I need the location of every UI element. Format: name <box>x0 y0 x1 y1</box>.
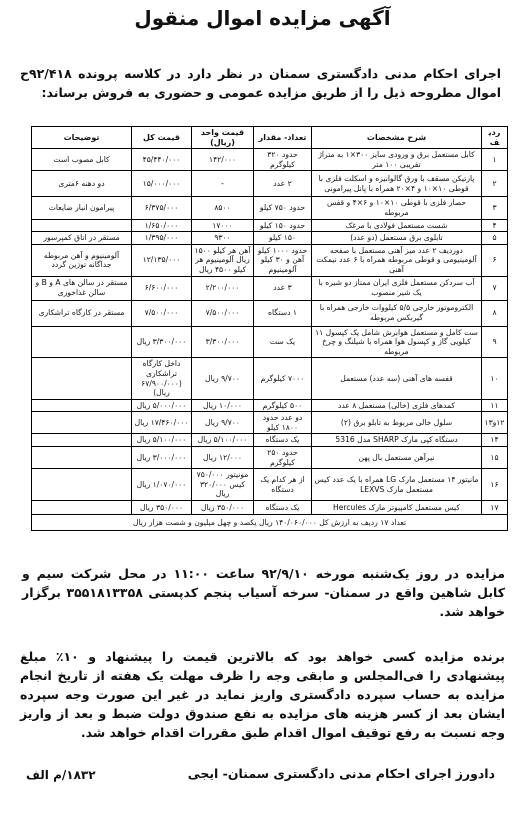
cell-row-number: ۱ <box>482 149 508 171</box>
cell-notes: دو دهنه ۶متری <box>32 171 132 197</box>
table-row <box>32 434 508 447</box>
cell-row-number: ۶ <box>482 244 508 276</box>
cell-row-number: ۱۲و۱۳ <box>482 412 508 434</box>
cell-notes <box>32 358 132 399</box>
cell-row-number: ۱۱ <box>482 399 508 412</box>
table-header-row <box>32 127 508 149</box>
cell-notes <box>32 434 132 447</box>
cell-row-number: ۱۷ <box>482 501 508 515</box>
cell-notes: آلومینیوم و آهن مربوطه جداگانه توزین گردد <box>32 244 132 276</box>
cell-notes: مستقر در کارگاه تراشکاری <box>32 300 132 326</box>
cell-row-number: ۱۰ <box>482 358 508 399</box>
cell-total-price: ۶/۶۰۰/۰۰۰ <box>132 276 192 300</box>
cell-description: حصار فلزی با قوطی ۱۰×۱۰ و ۶×۴ و قفس مربوطه <box>312 197 482 219</box>
cell-unit-price: ۱۴۲/۰۰۰ <box>192 149 254 171</box>
notice-title: آگهی مزایده اموال منقول <box>134 6 391 30</box>
cell-description: کیس مستعمل کامپیوتر مارک Hercules <box>312 501 482 515</box>
cell-unit-price: ۳/۳۰۰/۰۰۰ <box>192 326 254 358</box>
cell-description: الکتروموتور خارجی ۵/۵ کیلووات خارجی همراه با گیربکس مربوطه <box>312 300 482 326</box>
cell-unit-price: آهن هر کیلو ۱۵۰۰ ریال آلومینیوم هر کیلو ۴۵۰۰ ریال <box>192 244 254 276</box>
cell-row-number: ۸ <box>482 300 508 326</box>
cell-total-price: ۷/۵۰۰/۰۰۰ <box>132 300 192 326</box>
cell-description: آب سردکن مستعمل فلزی ایران ممتاز دو شیره با یک شیر منصوب <box>312 276 482 300</box>
cell-unit-price: ۳۵۰/۰۰۰ ریال <box>192 501 254 515</box>
cell-total-price: ۱۷/۴۶۰/۰۰۰ ریال <box>132 412 192 434</box>
cell-notes <box>32 447 132 469</box>
table-row <box>32 232 508 245</box>
cell-description: نیرآهن مستعمل بال پهن <box>312 447 482 469</box>
cell-total-price: ۶/۳۷۵/۰۰۰ <box>132 197 192 219</box>
cell-unit-price: ۹/۷۰۰ ریال <box>192 358 254 399</box>
cell-unit-price: ۸۵۰۰ <box>192 197 254 219</box>
cell-row-number: ۹ <box>482 326 508 358</box>
cell-notes: کابل مصوب است <box>32 149 132 171</box>
cell-row-number: ۱۶ <box>482 469 508 501</box>
cell-description: کابل مستعمل برق و ورودی سایز ۳۰۰×۱ به متراژ تقریبی ۱۰۰ متر <box>312 149 482 171</box>
notice-intro: اجرای احکام مدنی دادگستری سمنان در نظر دارد در کلاسه پرونده ۹۲/۴۱۸ح اموال مطروحه ذیل را از طریق مزایده عمومی و حضوری به فروش برساند: <box>20 66 501 100</box>
cell-quantity: ۱ دستگاه <box>254 300 312 326</box>
cell-description: دوردیف ۲ عدد میز آهنی مستعمل با صفحه آلومینیومی و قوطی مربوطه همراه با ۶ عدد نیمکت آهنی <box>312 244 482 276</box>
cell-notes <box>32 219 132 232</box>
cell-description: دستگاه کپی مارک SHARP مدل 5316 <box>312 434 482 447</box>
cell-quantity: یک ست <box>254 326 312 358</box>
table-row <box>32 399 508 412</box>
header-row-number: ردیف <box>482 127 508 149</box>
cell-unit-price: ۱۲/۰۰۰ ریال <box>192 447 254 469</box>
cell-quantity: یک دستگاه <box>254 501 312 515</box>
cell-quantity: ۳ عدد <box>254 276 312 300</box>
cell-description: پارتیکن مسقف با ورق گالوانیزه و اسکلت فلزی با قوطی ۱۰×۱۰ و ۴×۲۰ همراه با پانل پیرامونی <box>312 171 482 197</box>
cell-total-price: ۳/۰۰۰/۰۰۰ ریال <box>132 447 192 469</box>
cell-total-price: ۳/۳۰۰/۰۰۰ ریال <box>132 326 192 358</box>
cell-unit-price: مونیتور ۷۵۰/۰۰۰ کیس ۳۲۰/۰۰۰ ریال <box>192 469 254 501</box>
cell-quantity: حدود ۷۵۰ کیلو <box>254 197 312 219</box>
cell-quantity: حدود ۲۵۰ کیلوگرم <box>254 447 312 469</box>
table-row <box>32 171 508 197</box>
cell-row-number: ۱۴ <box>482 434 508 447</box>
cell-unit-price: ۲/۲۰۰/۰۰۰ <box>192 276 254 300</box>
cell-total-price: ۴۵/۴۴۰/۰۰۰ <box>132 149 192 171</box>
cell-unit-price: ۵/۱۰۰/۰۰۰ ریال <box>192 434 254 447</box>
cell-notes: مستقر در سالن های A و B و سالن غذاخوری <box>32 276 132 300</box>
cell-quantity: ۷۰۰۰ کیلوگرم <box>254 358 312 399</box>
cell-notes <box>32 412 132 434</box>
cell-quantity: ۵۰۰ کیلوگرم <box>254 399 312 412</box>
cell-row-number: ۳ <box>482 197 508 219</box>
table-row <box>32 197 508 219</box>
cell-total-price: ۵/۰۰۰/۰۰۰ ریال <box>132 399 192 412</box>
header-quantity: تعداد- مقدار <box>254 127 312 149</box>
cell-description: ست کامل و مستعمل هوابرش شامل یک کپسول ۱۱ کیلویی گاز و کپسول هوا همراه با شیلنگ و چرخ مربوطه <box>312 326 482 358</box>
cell-total-price: داخل کارگاه تراشکاری (۶۷/۹۰۰/۰۰۰ ریال) <box>132 358 192 399</box>
cell-quantity: ۲ عدد <box>254 171 312 197</box>
cell-unit-price: ۱۰/۰۰۰ ریال <box>192 399 254 412</box>
cell-row-number: ۱۵ <box>482 447 508 469</box>
auction-time-place: مزایده در روز یک‌شنبه مورخه ۹۲/۹/۱۰ ساعت ۱۱:۰۰ در محل شرکت سیم و کابل شاهین واقع در سمنان- سرخه آسیاب پنجم کدپستی ۳۵۵۱۸۱۳۳۵۸ برگزار خواهد شد. <box>22 566 506 619</box>
table-row <box>32 300 508 326</box>
table-row <box>32 469 508 501</box>
cell-description: سلول خالی مربوط به تابلو برق (۲) <box>312 412 482 434</box>
cell-row-number: ۷ <box>482 276 508 300</box>
cell-unit-price: - <box>192 171 254 197</box>
cell-total-price: ۵/۱۰۰/۰۰۰ ریال <box>132 434 192 447</box>
cell-description: تابلوی برق مستعمل (دو عدد) <box>312 232 482 245</box>
cell-description: شست مستعمل فولادی با مرغک <box>312 219 482 232</box>
table-row <box>32 358 508 399</box>
cell-notes: پیرامون انبار ضایعات <box>32 197 132 219</box>
table-total-row <box>32 515 508 531</box>
cell-row-number: ۴ <box>482 219 508 232</box>
cell-row-number: ۲ <box>482 171 508 197</box>
cell-unit-price: ۹/۷۰۰ ریال <box>192 412 254 434</box>
cell-quantity: حدود ۳۲۰ کیلوگرم <box>254 149 312 171</box>
cell-quantity: حدود ۱۰۰۰ کیلو آهن و ۳۰ کیلو آلومینیوم <box>254 244 312 276</box>
cell-notes: مستقر در اتاق کمپرسور <box>32 232 132 245</box>
cell-total-price: ۱/۶۵۰/۰۰۰ <box>132 219 192 232</box>
header-unit-price: قیمت واحد (ریال) <box>192 127 254 149</box>
cell-quantity: از هر کدام یک دستگاه <box>254 469 312 501</box>
table-row <box>32 326 508 358</box>
cell-total-price: ۳۵۰/۰۰۰ ریال <box>132 501 192 515</box>
table-row <box>32 219 508 232</box>
table-row <box>32 447 508 469</box>
cell-quantity: حدود ۱۵۰ کیلو <box>254 219 312 232</box>
cell-row-number: ۵ <box>482 232 508 245</box>
cell-quantity: یک دستگاه <box>254 434 312 447</box>
cell-description: کمدهای فلزی (خالی) مستعمل ۸ عدد <box>312 399 482 412</box>
cell-quantity: ۱۵۰ کیلو <box>254 232 312 245</box>
header-notes: توضیحات <box>32 127 132 149</box>
header-description: شرح مشخصات <box>312 127 482 149</box>
reference-number: ۱۸۳۲/م الف <box>26 768 96 782</box>
cell-notes <box>32 326 132 358</box>
header-total-price: قیمت کل <box>132 127 192 149</box>
cell-description: مانیتور ۱۴ مستعمل مارک LG همراه با یک عدد کیس مستعمل مارک LEXVS <box>312 469 482 501</box>
cell-unit-price: ۹۳۰۰ <box>192 232 254 245</box>
cell-total-price: ۱۲/۱۳۵/۰۰۰ <box>132 244 192 276</box>
cell-unit-price: ۷/۵۰۰/۰۰۰ <box>192 300 254 326</box>
cell-total-price: ۱۵/۰۰۰/۰۰۰ <box>132 171 192 197</box>
table-row <box>32 412 508 434</box>
signature: دادورز اجرای احکام مدنی دادگستری سمنان- ایجی <box>187 766 495 781</box>
cell-notes <box>32 501 132 515</box>
cell-quantity: دو عدد حدود ۱۸۰۰ کیلو <box>254 412 312 434</box>
items-table <box>31 126 508 531</box>
auction-terms: برنده مزایده کسی خواهد بود که بالاترین قیمت را پیشنهاد و ۱۰٪ مبلغ پیشنهادی را فی‌المجلس و مابقی وجه را ظرف مهلت یک هفته از تاریخ انجام مزایده به حساب سپرده دادگستری واریز نماید در غیر این صورت وجه سپرده ایشان بعد از کسر هزینه های مزایده به نفع صندوق دولت ضبط و بعد از واریز وجه نسبت به رفع توقیف اموال اقدام طبق مقررات اقدام خواهد شد. <box>20 649 505 740</box>
table-row <box>32 276 508 300</box>
table-row <box>32 244 508 276</box>
cell-notes <box>32 399 132 412</box>
cell-unit-price: ۱۷۰۰۰ <box>192 219 254 232</box>
cell-description: قفسه های آهنی (سه عدد) مستعمل <box>312 358 482 399</box>
cell-notes <box>32 469 132 501</box>
total-summary: تعداد ۱۷ ردیف به ارزش کل ۱۴۰/۰۶۰/۰۰۰ ریال یکصد و چهل میلیون و شصت هزار ریال <box>32 515 508 531</box>
cell-total-price: ۱/۳۹۵/۰۰۰ <box>132 232 192 245</box>
cell-total-price: ۱/۰۷۰/۰۰۰ ریال <box>132 469 192 501</box>
table-row <box>32 149 508 171</box>
table-row <box>32 501 508 515</box>
